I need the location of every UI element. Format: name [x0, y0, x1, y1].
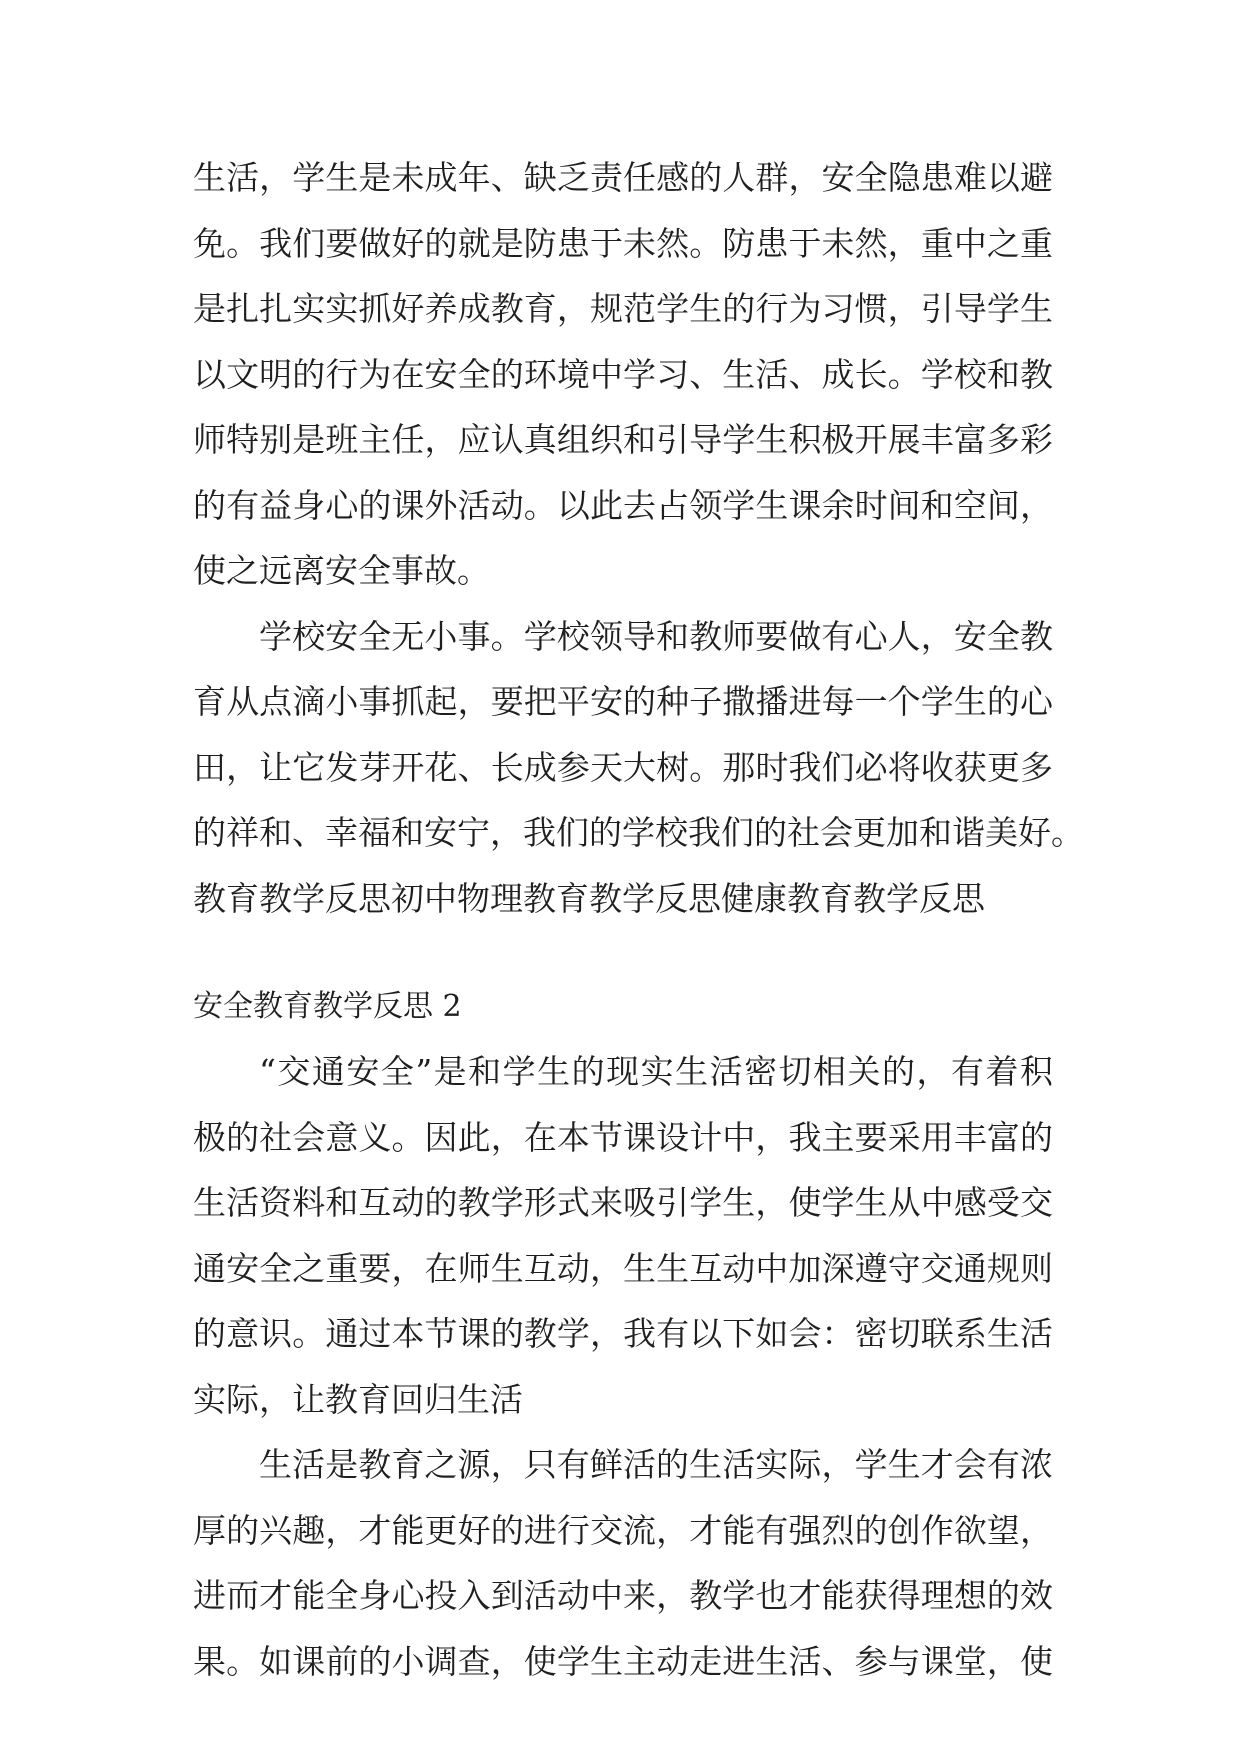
paragraph-line: 进而才能全身心投入到活动中来，教学也才能获得理想的效 [193, 1576, 1053, 1615]
section-heading: 安全教育教学反思 2 [193, 989, 462, 1024]
paragraph-line: 免。我们要做好的就是防患于未然。防患于未然，重中之重 [193, 224, 1053, 263]
paragraph-line: 厚的兴趣，才能更好的进行交流，才能有强烈的创作欲望， [193, 1511, 1053, 1550]
paragraph-line: 教育教学反思初中物理教育教学反思健康教育教学反思 [193, 879, 985, 918]
paragraph-line: 果。如课前的小调查，使学生主动走进生活、参与课堂，使 [193, 1642, 1053, 1681]
paragraph-line: 生活，学生是未成年、缺乏责任感的人群，安全隐患难以避 [193, 158, 1053, 197]
paragraph-line: 田，让它发芽开花、长成参天大树。那时我们必将收获更多 [193, 748, 1053, 787]
paragraph-line: 使之远离安全事故。 [193, 551, 490, 590]
paragraph-line: 师特别是班主任，应认真组织和引导学生积极开展丰富多彩 [193, 420, 1053, 459]
paragraph-line: 是扎扎实实抓好养成教育，规范学生的行为习惯，引导学生 [193, 289, 1053, 328]
paragraph-line: 的有益身心的课外活动。以此去占领学生课余时间和空间， [193, 486, 1053, 525]
paragraph-line: 生活资料和互动的教学形式来吸引学生，使学生从中感受交 [193, 1183, 1053, 1222]
paragraph-line: 的意识。通过本节课的教学，我有以下如会：密切联系生活 [193, 1314, 1053, 1353]
paragraph-line: 以文明的行为在安全的环境中学习、生活、成长。学校和教 [193, 355, 1053, 394]
paragraph-line: 生活是教育之源，只有鲜活的生活实际，学生才会有浓 [259, 1445, 1053, 1484]
paragraph-line: 的祥和、幸福和安宁，我们的学校我们的社会更加和谐美好。 [193, 813, 1084, 852]
paragraph-line: “交通安全”是和学生的现实生活密切相关的，有着积 [259, 1052, 1053, 1091]
paragraph-line: 通安全之重要，在师生互动，生生互动中加深遵守交通规则 [193, 1249, 1053, 1288]
paragraph-line: 实际，让教育回归生活 [193, 1380, 523, 1419]
paragraph-line: 极的社会意义。因此，在本节课设计中，我主要采用丰富的 [193, 1118, 1053, 1157]
paragraph-line: 学校安全无小事。学校领导和教师要做有心人，安全教 [259, 617, 1053, 656]
paragraph-line: 育从点滴小事抓起，要把平安的种子撒播进每一个学生的心 [193, 682, 1053, 721]
